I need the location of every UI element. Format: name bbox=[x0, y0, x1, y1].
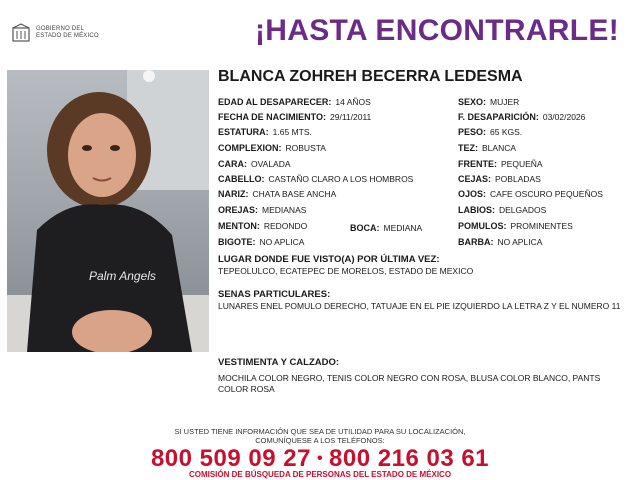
distinguishing-marks-value: LUNARES ENEL POMULO DERECHO, TATUAJE EN EL PIE IZQUIERDO LA LETRA Z Y EL NUMERO 11 bbox=[218, 301, 621, 311]
phone-separator: • bbox=[316, 450, 324, 467]
field-lips: LABIOS: DELGADOS bbox=[458, 205, 547, 215]
person-name: BLANCA ZOHREH BECERRA LEDESMA bbox=[218, 68, 523, 85]
field-build: COMPLEXION: ROBUSTA bbox=[218, 143, 326, 153]
field-birthdate: FECHA DE NACIMIENTO: 29/11/2011 bbox=[218, 112, 372, 122]
field-eyebrows: CEJAS: POBLADAS bbox=[458, 174, 541, 184]
state-seal-icon bbox=[10, 22, 32, 44]
phone-2[interactable]: 800 216 03 61 bbox=[329, 445, 490, 472]
contact-note: SI USTED TIENE INFORMACIÓN QUE SEA DE UTILIDAD PARA SU LOCALIZACIÓN, COMUNÍQUESE A LOS TELÉFONOS: bbox=[174, 427, 466, 445]
field-hair: CABELLO: CASTAÑO CLARO A LOS HOMBROS bbox=[218, 174, 414, 184]
field-age: EDAD AL DESAPARECER: 14 AÑOS bbox=[218, 97, 371, 107]
field-face: CARA: OVALADA bbox=[218, 159, 291, 169]
clothing-label: VESTIMENTA Y CALZADO: bbox=[218, 357, 340, 368]
field-beard: BARBA: NO APLICA bbox=[458, 237, 543, 247]
field-sex: SEXO: MUJER bbox=[458, 97, 520, 107]
phone-numbers bbox=[0, 445, 640, 473]
phone-1[interactable]: 800 509 09 27 bbox=[150, 445, 311, 472]
distinguishing-marks-label: SENAS PARTICULARES: bbox=[218, 289, 331, 300]
missing-person-photo bbox=[7, 70, 209, 352]
field-mustache: BIGOTE: NO APLICA bbox=[218, 237, 305, 247]
field-eyes: OJOS: CAFE OSCURO PEQUEÑOS bbox=[458, 189, 603, 199]
field-cheekbones: POMULOS: PROMINENTES bbox=[458, 221, 573, 231]
field-chin: MENTON: REDONDO bbox=[218, 221, 308, 231]
government-logo bbox=[10, 22, 130, 44]
clothing-value: MOCHILA COLOR NEGRO, TENIS COLOR NEGRO CON ROSA, BLUSA COLOR BLANCO, PANTS COLOR ROSA bbox=[218, 373, 601, 394]
field-forehead: FRENTE: PEQUEÑA bbox=[458, 159, 543, 169]
field-height: ESTATURA: 1.65 MTS. bbox=[218, 127, 312, 137]
field-ears: OREJAS: MEDIANAS bbox=[218, 205, 307, 215]
last-seen-value: TEPEOLULCO, ECATEPEC DE MORELOS, ESTADO DE MEXICO bbox=[218, 266, 474, 276]
field-disappearance-date: F. DESAPARICIÓN: 03/02/2026 bbox=[458, 112, 586, 122]
field-weight: PESO: 65 KGS. bbox=[458, 127, 523, 137]
field-mouth: BOCA: MEDIANA bbox=[350, 223, 423, 233]
last-seen-label: LUGAR DONDE FUE VISTO(A) POR ÚLTIMA VEZ: bbox=[218, 254, 440, 265]
svg-text:Palm Angels: Palm Angels bbox=[89, 269, 156, 283]
footer-commission: COMISIÓN DE BÚSQUEDA DE PERSONAS DEL ESTADO DE MÉXICO bbox=[188, 470, 452, 479]
field-complexion: TEZ: BLANCA bbox=[458, 143, 517, 153]
logo-text: GOBIERNO DEL ESTADO DE MÉXICO bbox=[36, 26, 99, 39]
headline: ¡HASTA ENCONTRARLE! bbox=[255, 14, 620, 47]
field-nose: NARIZ: CHATA BASE ANCHA bbox=[218, 189, 337, 199]
